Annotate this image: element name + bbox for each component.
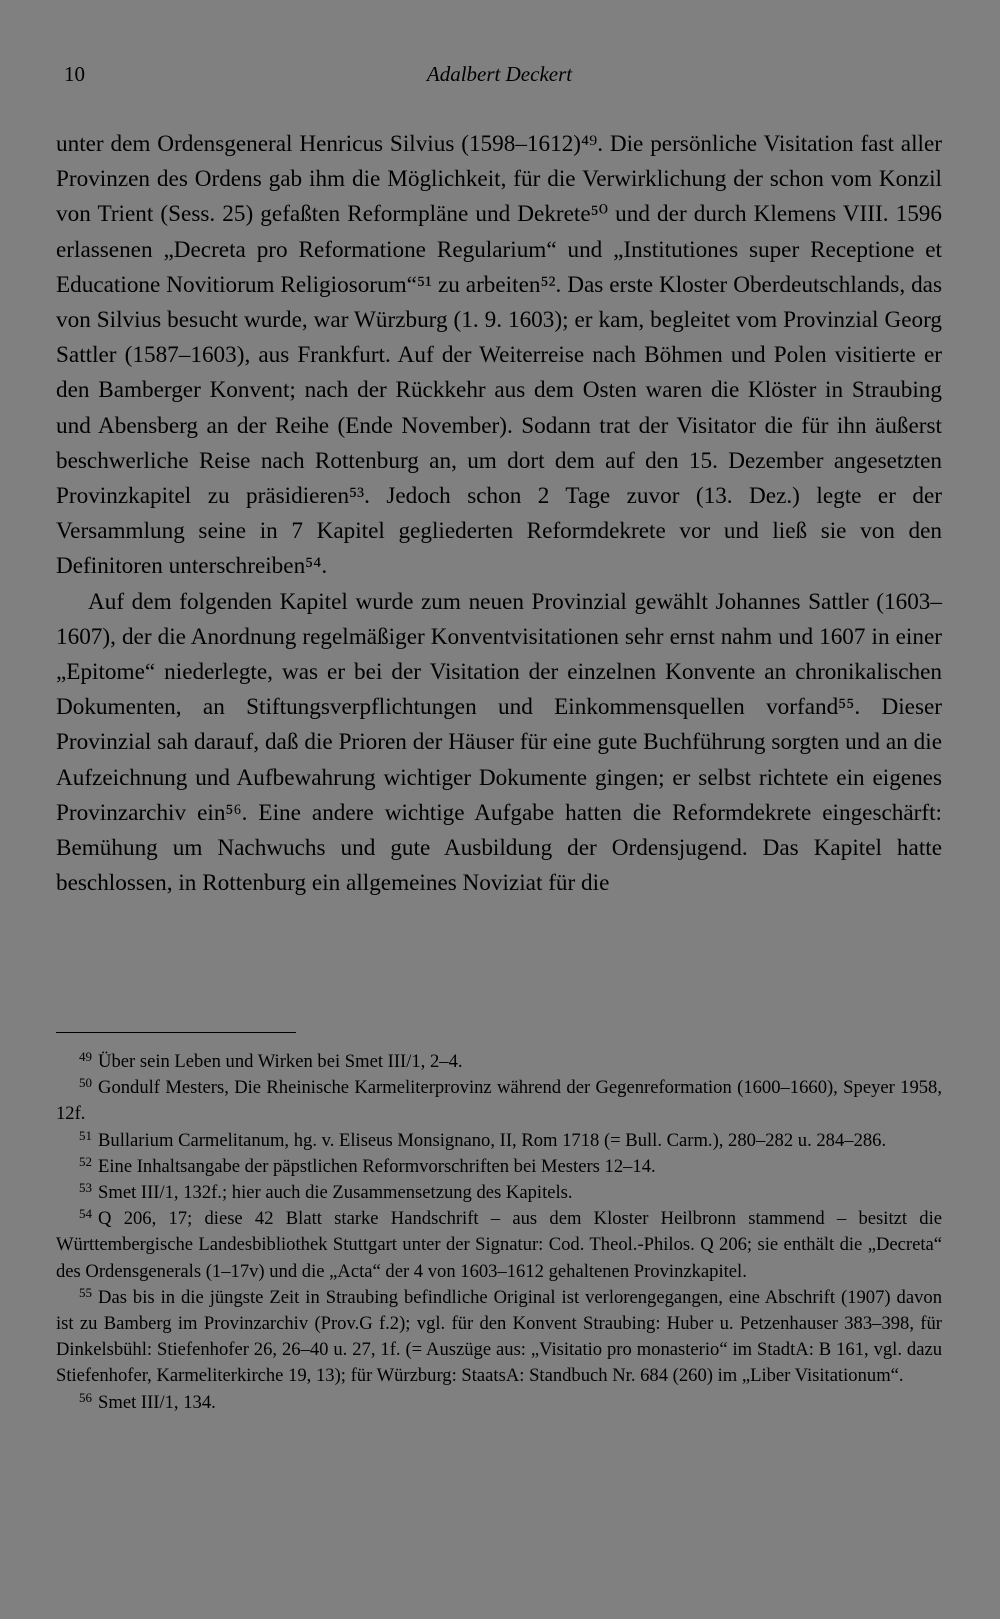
footnote-number: 55 (79, 1284, 93, 1300)
footnote (56, 1128, 942, 1154)
footnote-text: Bullarium Carmelitanum, hg. v. Eliseus Monsignano, II, Rom 1718 (= Bull. Carm.), 280–282 u. 284–286. (98, 1129, 887, 1151)
footnote-text: Das bis in die jüngste Zeit in Straubing befindliche Original ist verlorengegangen, eine Abschrift (1907) davon ist zu Bamberg im Provinzarchiv (Prov.G f.2); vgl. für den Konvent Straubing: Huber u. Petzenhauser 383–398, für Dinkelsbühl: Stiefenhofer 26, 26–40 u. 27, 1f. (= Auszüge aus: „Visitatio pro monasterio“ im StadtA: B 161, vgl. dazu Stiefenhofer, Karmeliterkirche 19, 13); für Würzburg: StaatsA: Standbuch Nr. 684 (260) im „Liber Visitationum“. (56, 1286, 942, 1387)
footnote (56, 1049, 942, 1075)
page-header (56, 62, 943, 92)
footnote-text: Gondulf Mesters, Die Rheinische Karmeliterprovinz während der Gegenreformation (1600–1660), Speyer 1958, 12f. (56, 1077, 942, 1125)
footnote-separator (56, 1032, 296, 1033)
footnote-number: 50 (79, 1075, 93, 1091)
footnote-text: Smet III/1, 132f.; hier auch die Zusammensetzung des Kapitels. (98, 1182, 573, 1204)
footnote-text: Über sein Leben und Wirken bei Smet III/1, 2–4. (98, 1051, 463, 1072)
footnote-text: Q 206, 17; diese 42 Blatt starke Handschrift – aus dem Kloster Heilbronn stammend – besitzt die Württembergische Landesbibliothek Stuttgart unter der Signatur: Cod. Theol.-Philos. Q 206; sie enthält die „Decreta“ des Ordensgenerals (1–17v) und die „Acta“ der 4 von 1603–1612 gehaltenen Provinzkapitel. (56, 1208, 942, 1282)
footnote (56, 1390, 942, 1416)
footnote-number: 51 (79, 1127, 93, 1143)
footnote-number: 52 (79, 1153, 93, 1169)
footnotes (56, 1049, 942, 1416)
footnote (56, 1154, 942, 1180)
footnote-text: Eine Inhaltsangabe der päpstlichen Reformvorschriften bei Mesters 12–14. (98, 1155, 656, 1177)
footnote-number: 54 (79, 1206, 93, 1222)
footnote-number: 49 (79, 1049, 93, 1065)
main-text (56, 127, 942, 901)
paragraph: unter dem Ordensgeneral Henricus Silvius (1598–1612)⁴⁹. Die persönliche Visitation fast aller Provinzen des Ordens gab ihm die Möglichkeit, für die Verwirklichung der schon vom Konzil von Trient (Sess. 25) gefaßten Reformpläne und Dekrete⁵⁰ und der durch Klemens VIII. 1596 erlassenen „Decreta pro Reformatione Regularium“ und „Institutiones super Receptione et Educatione Novitiorum Religiosorum“⁵¹ zu arbeiten⁵². Das erste Kloster Oberdeutschlands, das von Silvius besucht wurde, war Würzburg (1. 9. 1603); er kam, begleitet vom Provinzial Georg Sattler (1587–1603), aus Frankfurt. Auf der Weiterreise nach Böhmen und Polen visitierte er den Bamberger Konvent; nach der Rückkehr aus dem Osten waren die Klöster in Straubing und Abensberg an der Reihe (Ende November). Sodann trat der Visitator die für ihn äußerst beschwerliche Reise nach Rottenburg an, um dort dem auf den 15. Dezember angesetzten Provinzkapitel zu präsidieren⁵³. Jedoch schon 2 Tage zuvor (13. Dez.) legte er der Versammlung seine in 7 Kapitel gegliederten Reformdekrete vor und ließ sie von den Definitoren unterschreiben⁵⁴. (56, 131, 942, 580)
footnote-number: 56 (79, 1389, 93, 1405)
footnote (56, 1285, 942, 1390)
paragraph: Auf dem folgenden Kapitel wurde zum neuen Provinzial gewählt Johannes Sattler (1603–1607), der die Anordnung regelmäßiger Konventvisitationen sehr ernst nahm und 1607 in einer „Epitome“ niederlegte, was er bei der Visitation der einzelnen Konvente an chronikalischen Dokumenten, an Stiftungsverpflichtungen und Einkommensquellen vorfand⁵⁵. Dieser Provinzial sah darauf, daß die Prioren der Häuser für eine gute Buchführung sorgten und an die Aufzeichnung und Aufbewahrung wichtiger Dokumente gingen; er selbst richtete ein eigenes Provinzarchiv ein⁵⁶. Eine andere wichtige Aufgabe hatten die Reformdekrete eingeschärft: Bemühung um Nachwuchs und gute Ausbildung der Ordensjugend. Das Kapitel hatte beschlossen, in Rottenburg ein allgemeines Noviziat für die (56, 588, 942, 897)
footnote-number: 53 (79, 1180, 93, 1196)
footnote (56, 1180, 942, 1206)
footnote-text: Smet III/1, 134. (98, 1391, 216, 1413)
page-number: 10 (64, 62, 85, 86)
running-head: Adalbert Deckert (426, 62, 573, 86)
footnote (56, 1075, 942, 1127)
footnote (56, 1206, 942, 1285)
